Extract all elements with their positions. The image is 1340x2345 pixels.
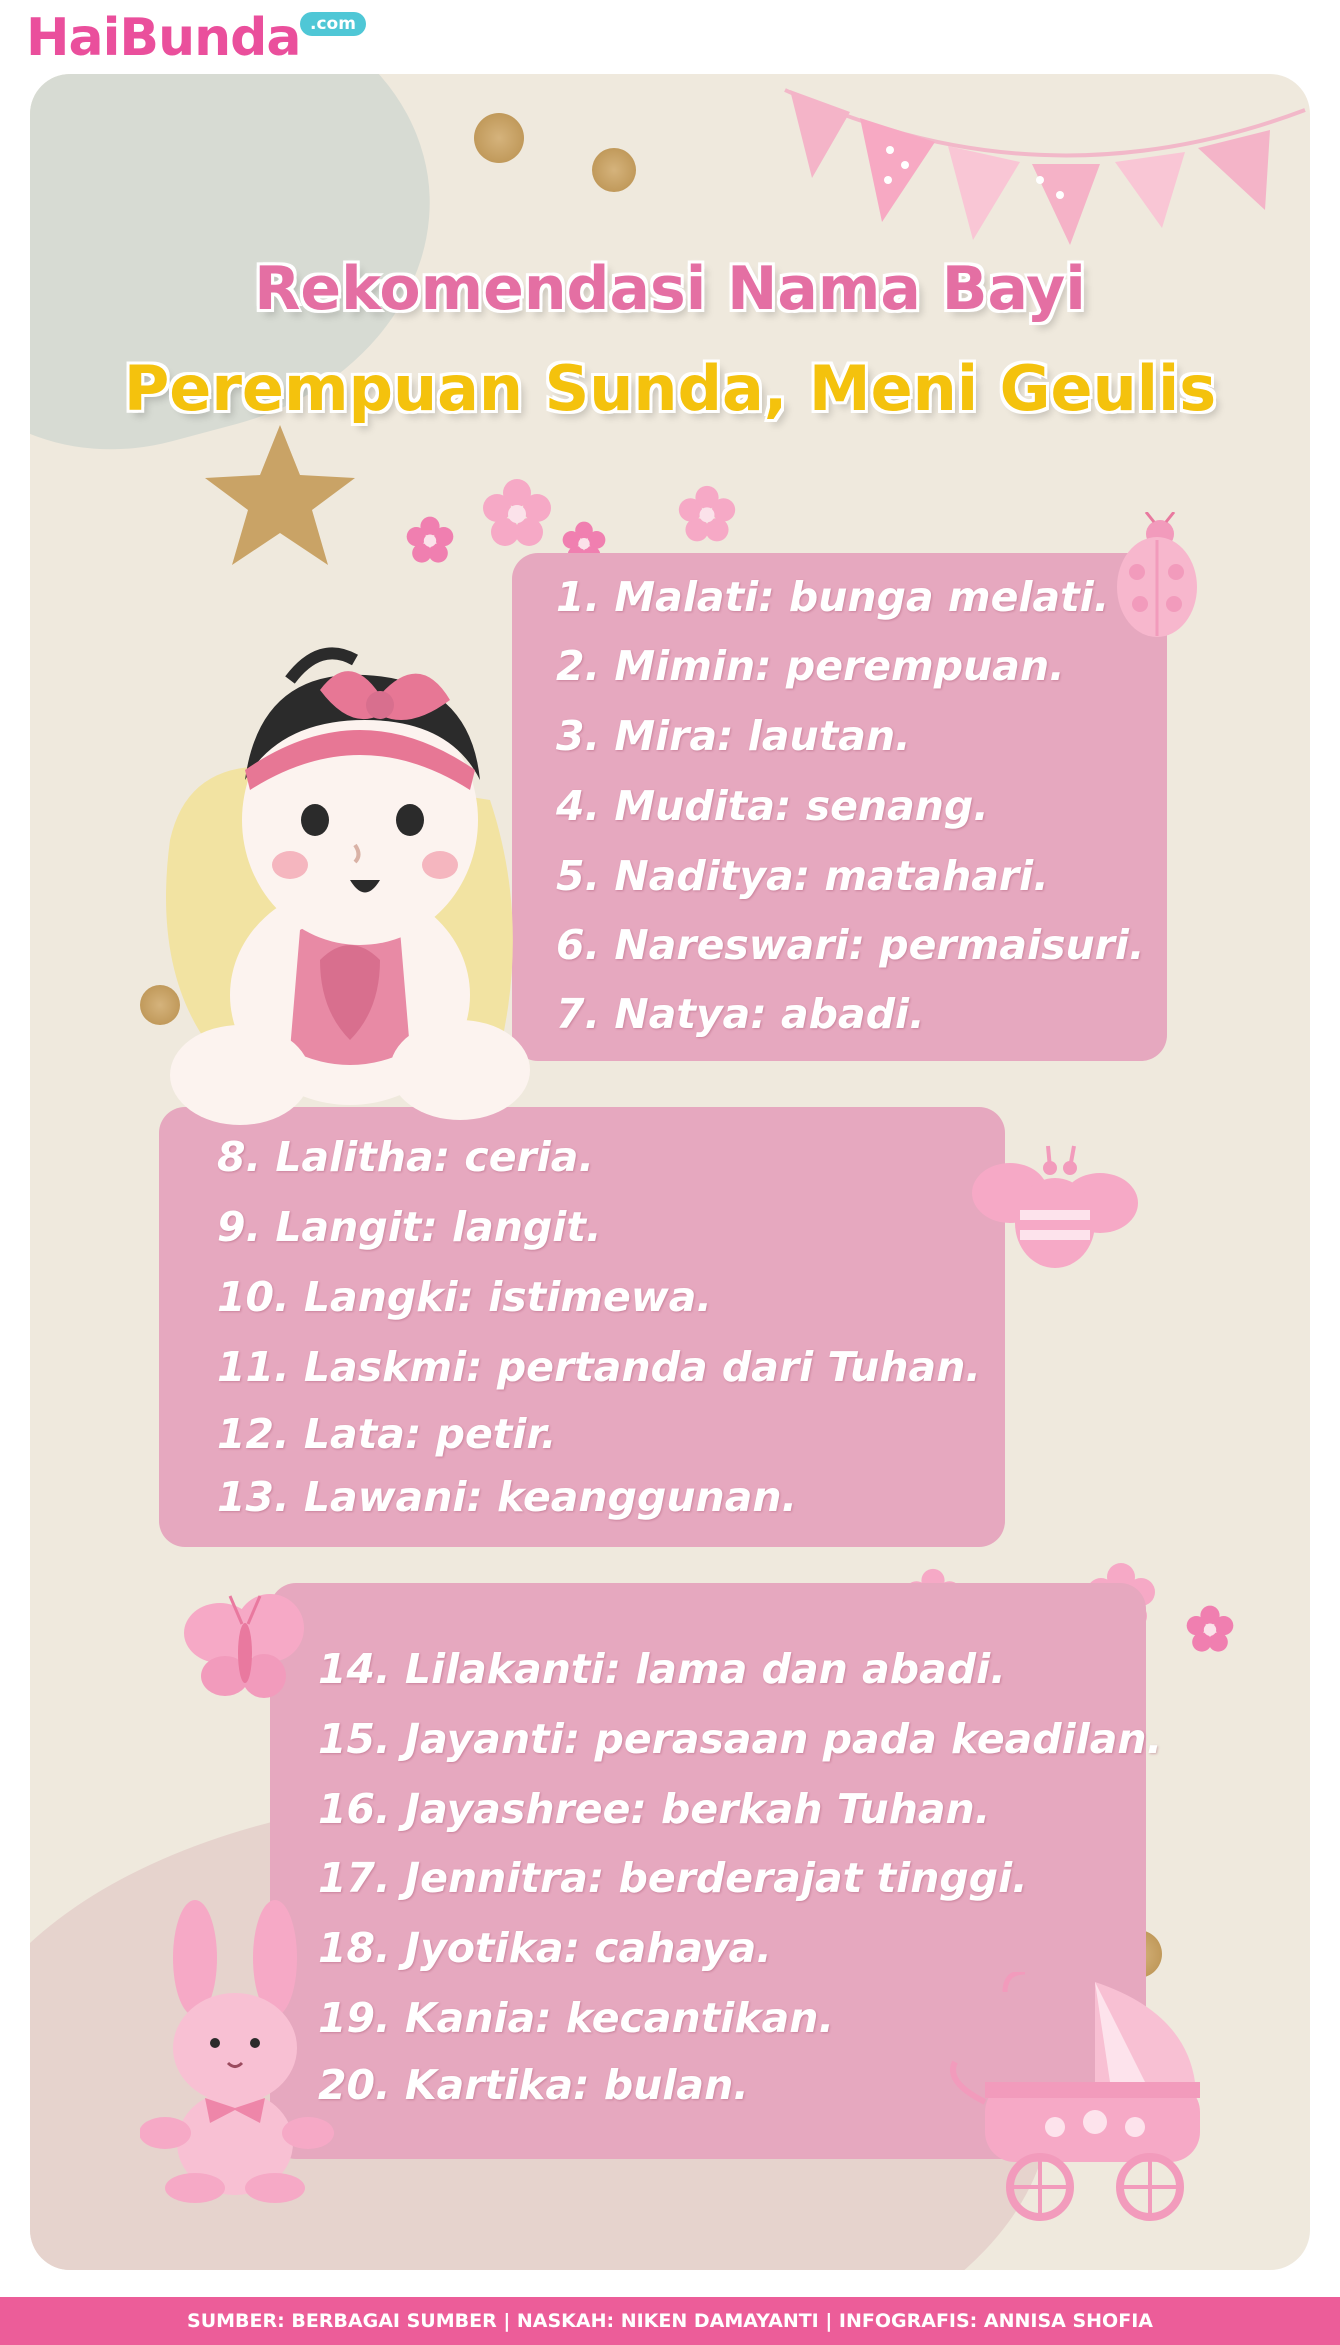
list-item: 15. Jayanti: perasaan pada keadilan. [318,1715,1163,1763]
butterfly-icon [180,1588,310,1708]
list-item: 5. Naditya: matahari. [556,852,1049,900]
list-item: 17. Jennitra: berderajat tinggi. [318,1854,1028,1902]
bunny-toy-icon [140,1898,340,2203]
list-item: 18. Jyotika: cahaya. [318,1924,772,1972]
list-item: 4. Mudita: senang. [556,782,989,830]
flower-icon [1186,1605,1234,1653]
list-item: 2. Mimin: perempuan. [556,642,1065,690]
list-item: 10. Langki: istimewa. [217,1273,712,1321]
bunting-flags-icon [770,70,1310,260]
list-item: 8. Lalitha: ceria. [217,1133,595,1181]
list-item: 3. Mira: lautan. [556,712,911,760]
brand-logo[interactable] [26,8,300,68]
brand-suffix-badge: .com [300,12,366,36]
list-item: 11. Laskmi: pertanda dari Tuhan. [217,1343,981,1391]
title-line-1: Rekomendasi Nama Bayi [254,254,1086,324]
list-item: 13. Lawani: keanggunan. [217,1473,798,1521]
flower-icon [678,485,736,543]
glitter-dot-icon [592,148,636,192]
glitter-star-icon [200,420,360,570]
brand-name: HaiBunda [26,8,301,68]
title-line-2: Perempuan Sunda, Meni Geulis [123,352,1217,425]
list-item: 16. Jayashree: berkah Tuhan. [318,1785,991,1833]
flower-icon [406,516,454,564]
list-item: 6. Nareswari: permaisuri. [556,921,1145,969]
baby-girl-illustration [150,630,570,1130]
list-item: 7. Natya: abadi. [556,990,925,1038]
list-item: 19. Kania: kecantikan. [318,1994,835,2042]
list-item: 9. Langit: langit. [217,1203,602,1251]
footer-credits: SUMBER: BERBAGAI SUMBER | NASKAH: NIKEN DAMAYANTI | INFOGRAFIS: ANNISA SHOFIA [0,2297,1340,2345]
list-item: 20. Kartika: bulan. [318,2061,749,2109]
glitter-dot-icon [474,113,524,163]
list-item: 1. Malati: bunga melati. [556,573,1110,621]
list-item: 12. Lata: petir. [217,1410,557,1458]
bee-icon [970,1138,1140,1283]
flower-icon [482,478,552,548]
ladybug-icon [1112,512,1202,642]
baby-stroller-icon [945,1972,1205,2222]
list-item: 14. Lilakanti: lama dan abadi. [318,1645,1006,1693]
